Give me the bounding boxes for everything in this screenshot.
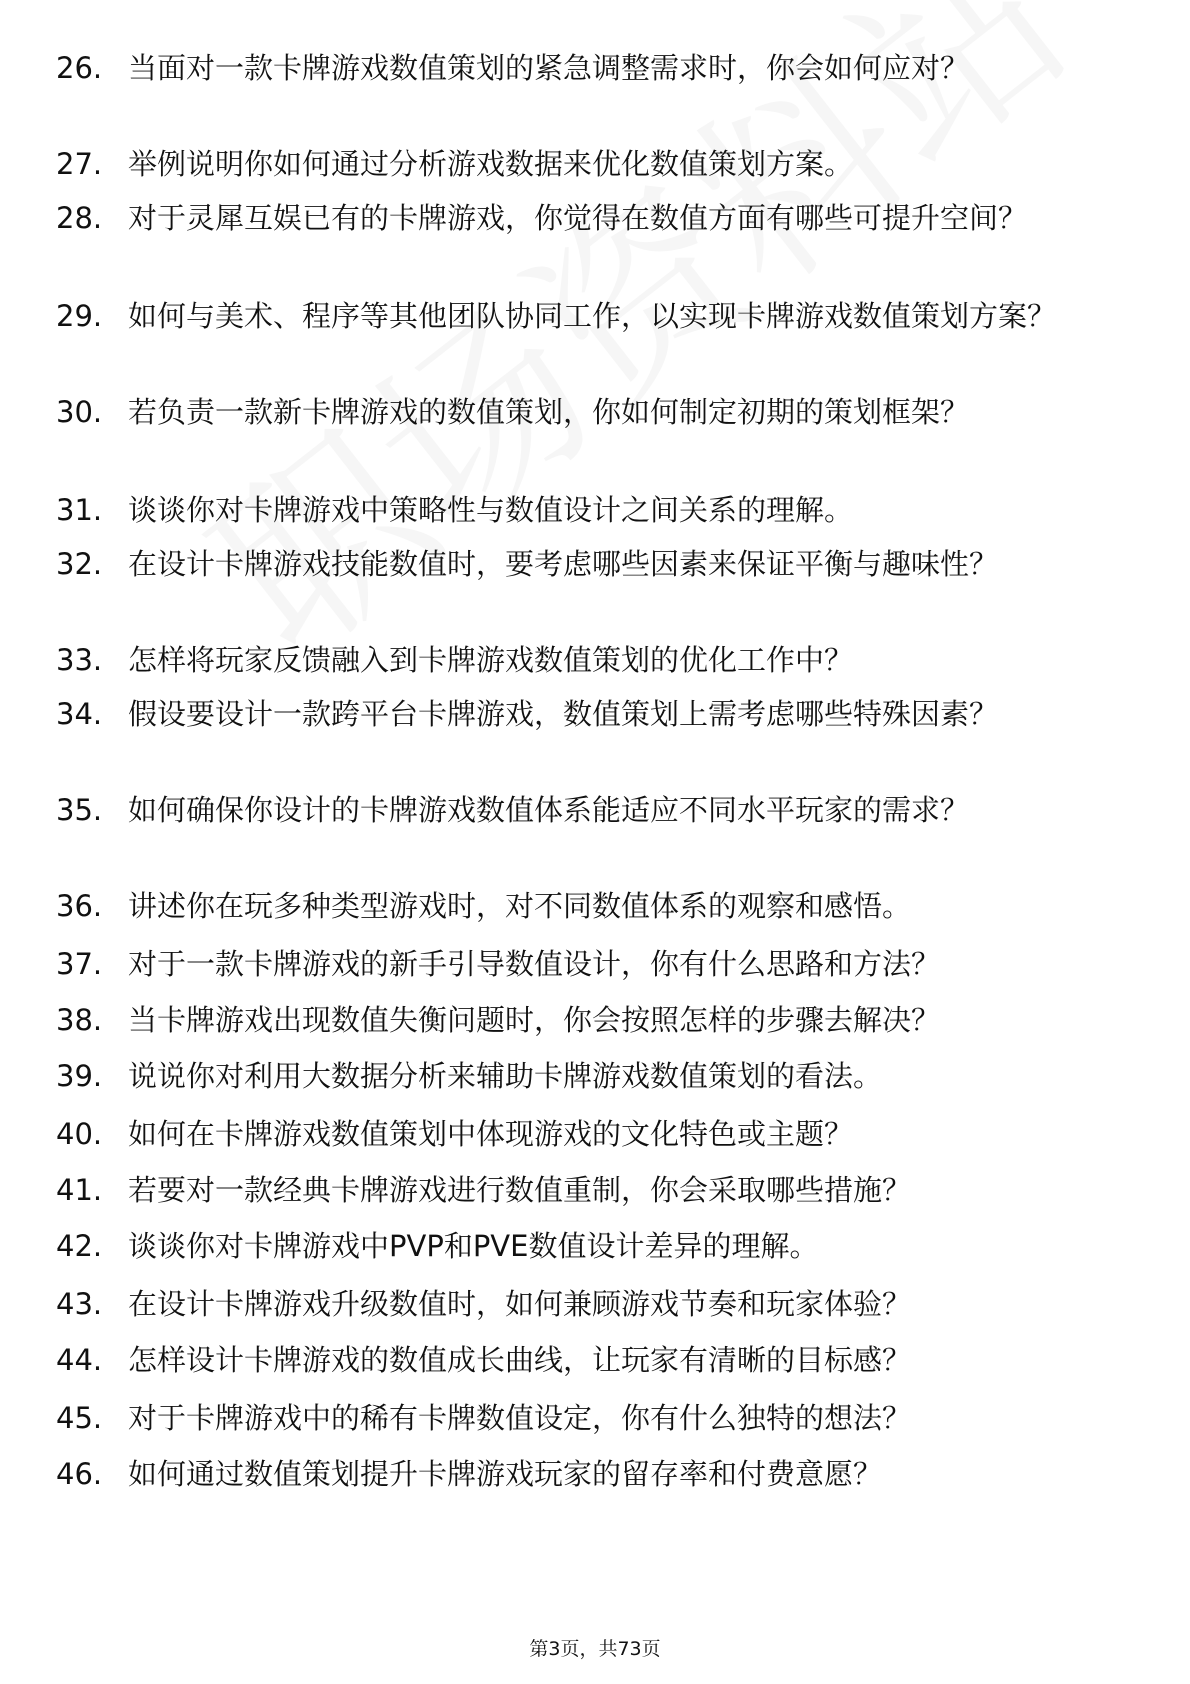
watermark [180,0,1103,693]
question-number: 40. [56,1117,103,1151]
question-text: 对于一款卡牌游戏的新手引导数值设计，你有什么思路和方法？ [128,947,941,981]
question-text: 如何确保你设计的卡牌游戏数值体系能适应不同水平玩家的需求？ [128,793,970,827]
question-text: 在设计卡牌游戏升级数值时，如何兼顾游戏节奏和玩家体验？ [128,1287,912,1321]
question-number: 34. [56,697,103,731]
question-text: 对于灵犀互娱已有的卡牌游戏，你觉得在数值方面有哪些可提升空间？ [128,201,1028,235]
question-text: 对于卡牌游戏中的稀有卡牌数值设定，你有什么独特的想法？ [128,1401,912,1435]
question-text: 当卡牌游戏出现数值失衡问题时，你会按照怎样的步骤去解决？ [128,1003,941,1037]
question-number: 29. [56,299,103,333]
question-number: 26. [56,51,103,85]
question-text: 如何在卡牌游戏数值策划中体现游戏的文化特色或主题？ [128,1117,854,1151]
question-number: 33. [56,643,103,677]
page-footer: 第3页，共73页 [529,1638,661,1660]
question-text: 讲述你在玩多种类型游戏时，对不同数值体系的观察和感悟。 [128,889,912,923]
question-number: 32. [56,547,103,581]
question-number: 43. [56,1287,103,1321]
question-text: 谈谈你对卡牌游戏中PVP和PVE数值设计差异的理解。 [128,1229,819,1263]
question-text: 如何与美术、程序等其他团队协同工作，以实现卡牌游戏数值策划方案？ [128,299,1057,333]
question-text: 怎样设计卡牌游戏的数值成长曲线，让玩家有清晰的目标感？ [128,1343,912,1377]
question-number: 46. [56,1457,103,1491]
question-number: 27. [56,147,103,181]
question-number: 36. [56,889,103,923]
question-text: 如何通过数值策划提升卡牌游戏玩家的留存率和付费意愿？ [128,1457,883,1491]
question-number: 39. [56,1059,103,1093]
question-number: 28. [56,201,103,235]
question-text: 举例说明你如何通过分析游戏数据来优化数值策划方案。 [128,147,854,181]
question-number: 41. [56,1173,103,1207]
question-text: 谈谈你对卡牌游戏中策略性与数值设计之间关系的理解。 [128,493,854,527]
question-number: 44. [56,1343,103,1377]
question-number: 45. [56,1401,103,1435]
question-number: 42. [56,1229,103,1263]
question-number: 30. [56,395,103,429]
question-text: 说说你对利用大数据分析来辅助卡牌游戏数值策划的看法。 [128,1059,883,1093]
question-text: 在设计卡牌游戏技能数值时，要考虑哪些因素来保证平衡与趣味性？ [128,547,999,581]
question-number: 35. [56,793,103,827]
question-text: 若负责一款新卡牌游戏的数值策划，你如何制定初期的策划框架？ [128,395,970,429]
question-text: 若要对一款经典卡牌游戏进行数值重制，你会采取哪些措施？ [128,1173,912,1207]
question-text: 假设要设计一款跨平台卡牌游戏，数值策划上需考虑哪些特殊因素？ [128,697,999,731]
question-number: 31. [56,493,103,527]
question-number: 37. [56,947,103,981]
question-number: 38. [56,1003,103,1037]
question-text: 当面对一款卡牌游戏数值策划的紧急调整需求时，你会如何应对？ [128,51,970,85]
question-text: 怎样将玩家反馈融入到卡牌游戏数值策划的优化工作中？ [128,643,854,677]
